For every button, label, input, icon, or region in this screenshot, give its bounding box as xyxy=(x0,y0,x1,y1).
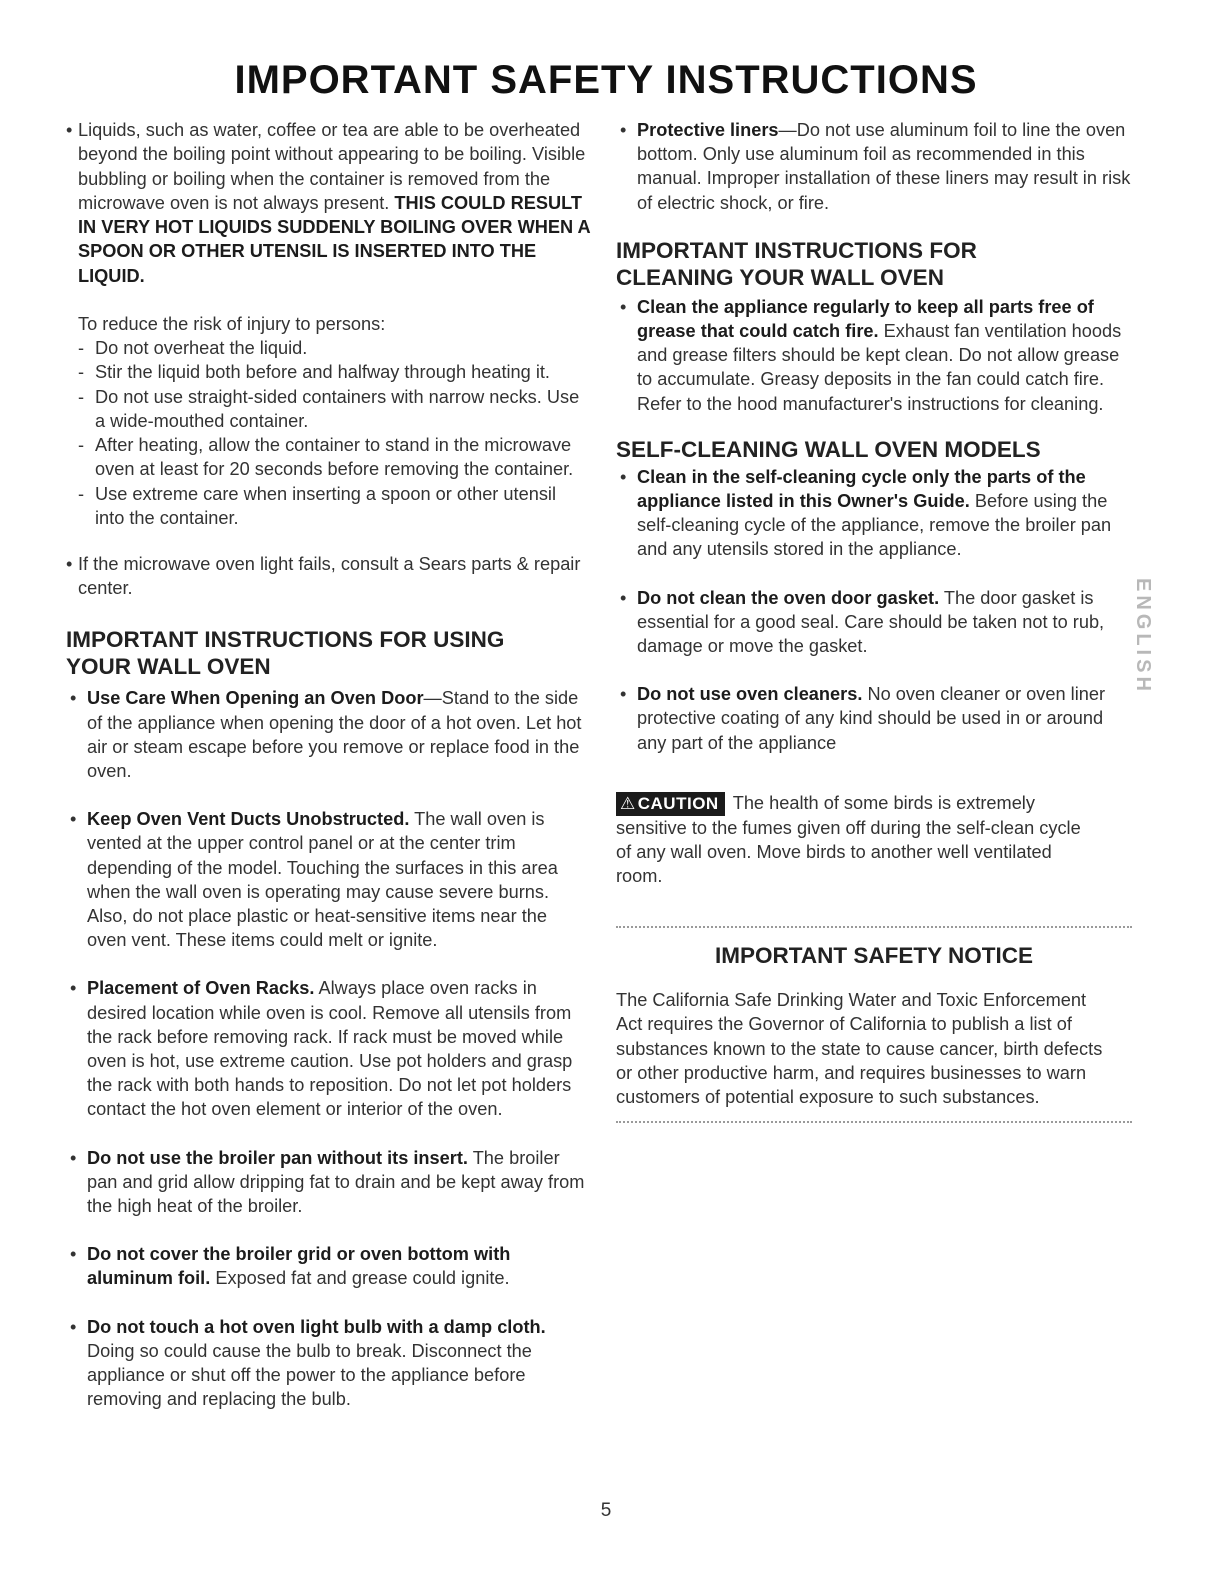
bullet-dot-icon: • xyxy=(620,587,627,608)
notice-bottom-divider xyxy=(616,1121,1132,1123)
caution-block xyxy=(616,791,1086,889)
safety-notice-text: The California Safe Drinking Water and Toxic Enforcement Act requires the Governor of California to publish a list of substances known to the state to cause cancer, birth defects or other productive harm, and requires businesses to warn customers of potential exposure to such substances. xyxy=(616,990,1103,1107)
bullet-dot-icon: • xyxy=(70,1316,77,1337)
bullet-dot-icon: • xyxy=(620,466,627,487)
bullet-dot-icon: • xyxy=(66,553,73,574)
language-side-tab: ENGLISH xyxy=(1132,578,1154,695)
left-column xyxy=(66,118,590,1411)
warning-triangle-icon: ⚠ xyxy=(620,793,636,813)
page-number: 5 xyxy=(600,1500,612,1521)
liquids-warning: THIS COULD RESULT IN VERY HOT LIQUIDS SUDDENLY BOILING OVER WHEN A SPOON OR OTHER UTENSIL IS INSERTED INTO THE LIQUID. xyxy=(78,192,590,286)
bullet-dot-icon: • xyxy=(620,684,627,705)
caution-text: The health of some birds is extremely sensitive to the fumes given off during the self-clean cycle of any wall oven. Move birds to another well ventilated room. xyxy=(616,792,1081,887)
list-item: - Do not overheat the liquid. xyxy=(78,338,308,359)
list-item: - Use extreme care when inserting a spoon or other utensil into the container. xyxy=(78,483,556,528)
safety-notice-heading: IMPORTANT SAFETY NOTICE xyxy=(715,943,1033,969)
bullet-dot-icon: • xyxy=(70,1147,77,1168)
liquids-paragraph xyxy=(66,118,590,288)
broiler-insert-item: • Do not use the broiler pan without its insert. The broiler pan and grid allow dripping fat to drain and be kept away from the high heat of the broiler. xyxy=(70,1147,585,1216)
oven-cleaners-item: • Do not use oven cleaners. No oven cleaner or oven liner protective coating of any kind should be used in or around any part of the appliance xyxy=(620,684,1106,753)
vent-ducts-item: • Keep Oven Vent Ducts Unobstructed. The wall oven is vented at the upper control panel or at the center trim depending of the model. Touching the surfaces in this area when the wall oven is operating may cause severe burns. Also, do not place plastic or heat-sensitive items near the oven vent. These items could melt or ignite. xyxy=(70,809,558,951)
notice-top-divider xyxy=(616,926,1132,928)
bullet-dot-icon: • xyxy=(70,688,77,709)
door-gasket-item: • Do not clean the oven door gasket. The door gasket is essential for a good seal. Care should be taken not to rub, damage or move the gasket. xyxy=(620,587,1105,657)
bullet-dot-icon: • xyxy=(620,120,627,140)
reduce-risk-label: To reduce the risk of injury to persons: xyxy=(78,314,386,335)
self-cleaning-heading: SELF-CLEANING WALL OVEN MODELS xyxy=(616,436,1041,462)
bullet-dot-icon: • xyxy=(66,120,73,140)
bullet-dot-icon: • xyxy=(70,1244,77,1265)
oven-racks-item: • Placement of Oven Racks. Always place oven racks in desired location while oven is cool. Remove all utensils from the rack before removing rack. If rack must be moved while oven is hot, use extreme caution. Use pot holders and grasp the rack with both hands to reposition. Do not let pot holders contact the hot oven element or interior of the oven. xyxy=(70,978,573,1120)
light-bulb-item: • Do not touch a hot oven light bulb with a damp cloth. Doing so could cause the bulb to break. Disconnect the appliance or shut off the power to the appliance before removing and replacing the bulb. xyxy=(70,1316,546,1410)
reduce-risk-block xyxy=(66,312,590,530)
page-title: IMPORTANT SAFETY INSTRUCTIONS xyxy=(234,58,978,102)
oven-door-item: • Use Care When Opening an Oven Door—Stand to the side of the appliance when opening the door of a hot oven. Let hot air or steam escape before you remove or replace food in the oven. xyxy=(70,688,582,781)
aluminum-foil-item: • Do not cover the broiler grid or oven bottom with aluminum foil. Exposed fat and grease could ignite. xyxy=(70,1244,511,1289)
self-clean-parts-item: • Clean in the self-cleaning cycle only the parts of the appliance listed in this Owner's Guide. Before using the self-cleaning cycle of the appliance, remove the broiler pan and any utensils stored in the appliance. xyxy=(620,466,1112,560)
bullet-dot-icon: • xyxy=(620,296,627,317)
using-oven-heading: IMPORTANT INSTRUCTIONS FOR USING YOUR WALL OVEN xyxy=(66,627,505,680)
bullet-dot-icon: • xyxy=(70,978,77,999)
protective-liners-item: • Protective liners—Do not use aluminum foil to line the oven bottom. Only use aluminum foil as recommended in this manual. Improper installation of these liners may result in risk of electric shock, or fire. xyxy=(620,120,1131,213)
list-item: - Do not use straight-sided containers with narrow necks. Use a wide-mouthed container. xyxy=(78,386,580,431)
light-fails-paragraph: • If the microwave oven light fails, consult a Sears parts & repair center. xyxy=(66,553,581,599)
cleaning-heading: IMPORTANT INSTRUCTIONS FOR CLEANING YOUR WALL OVEN xyxy=(616,237,977,290)
list-item: - After heating, allow the container to stand in the microwave oven at least for 20 seconds before removing the container. xyxy=(78,435,574,480)
liquids-intro: Liquids, such as water, coffee or tea are able to be overheated beyond the boiling point without appearing to be boiling. Visible bubbling or boiling when the container is removed from the microwave oven is not always present. xyxy=(78,120,586,213)
bullet-dot-icon: • xyxy=(70,809,77,830)
right-column xyxy=(616,118,1132,1123)
caution-badge: ⚠ CAUTION xyxy=(616,792,725,816)
list-item: - Stir the liquid both before and halfway through heating it. xyxy=(78,362,550,383)
clean-regularly-item: • Clean the appliance regularly to keep all parts free of grease that could catch fire. Exhaust fan ventilation hoods and grease filters should be kept clean. Do not allow grease to accumulate. Greasy deposits in the fan could catch fire. Refer to the hood manufacturer's instructions for cleaning. xyxy=(620,296,1122,414)
